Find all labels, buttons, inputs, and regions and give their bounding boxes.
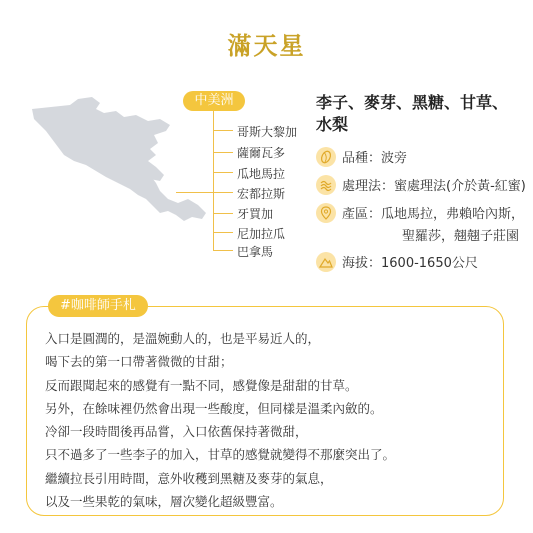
country-costa-rica: 哥斯大黎加 xyxy=(237,125,298,139)
notes-line: 以及一些果乾的氣味，層次變化超級豐富。 xyxy=(45,494,283,510)
info-origin-text-2: 聖羅莎，翹翹子莊園 xyxy=(402,229,520,244)
process-icon xyxy=(316,175,336,195)
barista-notes-tag: #咖啡師手札 xyxy=(48,295,148,317)
info-altitude xyxy=(316,253,478,275)
notes-line: 入口是圓潤的，是溫婉動人的，也是平易近人的， xyxy=(45,331,321,346)
info-process xyxy=(316,176,526,198)
mountain-icon xyxy=(316,252,336,272)
coffee-bean-icon xyxy=(316,147,336,167)
region-label: 中美洲 xyxy=(183,91,245,111)
leader-horizontal xyxy=(176,192,214,193)
info-process-text: 處理法：蜜處理法(介於黃-紅蜜) xyxy=(342,179,526,194)
country-nicaragua: 尼加拉瓜 xyxy=(237,227,286,241)
country-honduras: 宏都拉斯 xyxy=(237,187,286,201)
page-title: 滿天星 xyxy=(227,32,306,60)
barista-notes-text xyxy=(45,327,485,513)
country-jamaica: 牙買加 xyxy=(237,207,274,221)
notes-line: 冷卻一段時間後再品嘗，入口依舊保持著微甜， xyxy=(45,424,308,440)
central-america-map xyxy=(30,95,230,275)
country-guatemala: 瓜地馬拉 xyxy=(237,167,286,181)
notes-line: 喝下去的第一口帶著微微的甘甜； xyxy=(45,354,233,370)
info-variety-text: 品種：波旁 xyxy=(342,151,408,166)
notes-line: 另外，在餘味裡仍然會出現一些酸度，但同樣是溫柔內斂的。 xyxy=(45,400,383,416)
flavor-notes-line1: 李子、麥芽、黑糖、甘草、 xyxy=(316,93,509,112)
flavor-notes-title xyxy=(316,92,516,136)
info-origin xyxy=(316,204,524,248)
flavor-notes-line2: 水梨 xyxy=(316,115,349,134)
info-variety xyxy=(316,148,407,170)
notes-line: 繼續拉長引用時間，意外收穫到黑糖及麥芽的氣息， xyxy=(45,470,333,486)
country-panama: 巴拿馬 xyxy=(237,245,274,259)
leader-pill xyxy=(213,111,214,130)
notes-line: 反而跟聞起來的感覺有一點不同，感覺像是甜甜的甘草。 xyxy=(45,377,358,393)
info-origin-text: 產區：瓜地馬拉，弗賴哈內斯， xyxy=(342,207,525,222)
country-el-salvador: 薩爾瓦多 xyxy=(237,146,286,160)
notes-line: 只不過多了一些李子的加入，甘草的感覺就變得不那麼突出了。 xyxy=(45,447,396,463)
location-pin-icon xyxy=(316,203,336,223)
info-altitude-text: 海拔：1600-1650公尺 xyxy=(342,256,478,271)
